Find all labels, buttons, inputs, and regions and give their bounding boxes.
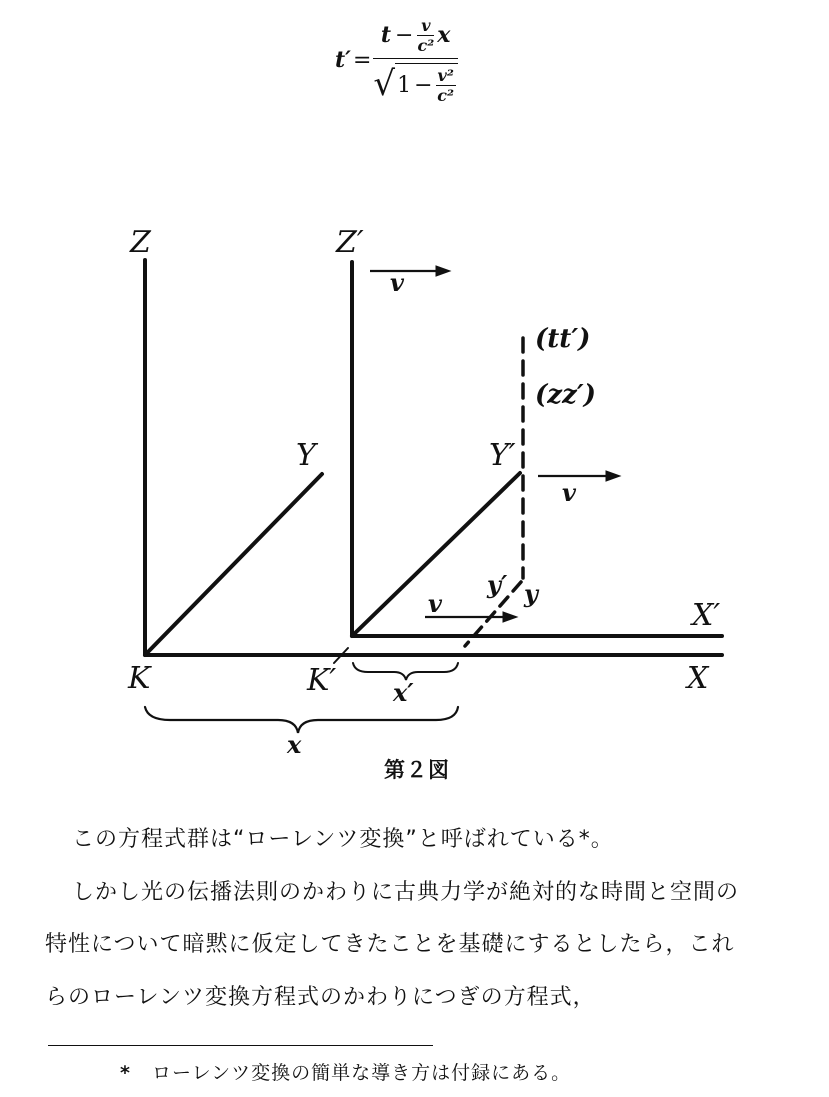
label-Zp: Z′ bbox=[336, 225, 364, 260]
sqrt-c2: c² bbox=[437, 85, 455, 105]
arrowhead-v-mid bbox=[503, 612, 517, 622]
formula-lhs: t′ bbox=[335, 47, 351, 73]
label-zz-prime: (zz′) bbox=[535, 380, 596, 410]
label-v-top: v bbox=[390, 268, 404, 297]
sqrt-sign: √ bbox=[373, 63, 396, 104]
paragraph-line-1: この方程式群は“ローレンツ変換”と呼ばれている*。 bbox=[72, 827, 614, 852]
formula-c2: c² bbox=[417, 35, 435, 55]
label-K: K bbox=[128, 661, 151, 696]
label-x-prime: x′ bbox=[393, 678, 414, 707]
label-y-prime-small: y′ bbox=[487, 570, 508, 599]
label-x: x bbox=[287, 730, 302, 759]
paragraph-line-3: 特性について暗黙に仮定してきたことを基礎にするとしたら，これ bbox=[45, 932, 735, 957]
paragraph-line-4: らのローレンツ変換方程式のかわりにつぎの方程式， bbox=[45, 985, 596, 1010]
arrowhead-v-top bbox=[436, 266, 450, 276]
sqrt-v2: v² bbox=[437, 65, 454, 85]
label-X: X bbox=[687, 661, 709, 696]
formula-minus: − bbox=[395, 22, 414, 48]
footnote-rule bbox=[48, 1045, 433, 1046]
label-Z: Z bbox=[130, 225, 151, 260]
label-Xp: X′ bbox=[692, 598, 721, 633]
sqrt-one: 1 bbox=[397, 72, 412, 98]
footnote-text: ローレンツ変換の簡単な導き方は付録にある。 bbox=[152, 1062, 572, 1084]
label-y-small: y bbox=[524, 579, 538, 608]
arrowhead-v-right bbox=[606, 471, 620, 481]
label-Y: Y bbox=[296, 438, 316, 473]
formula-v: v bbox=[417, 16, 434, 36]
sqrt-minus: − bbox=[414, 72, 433, 98]
label-tt-prime: (tt′) bbox=[535, 324, 591, 354]
formula-x: x bbox=[437, 22, 451, 48]
footnote-mark: * bbox=[120, 1062, 131, 1084]
label-v-right: v bbox=[562, 478, 576, 507]
formula-t: t bbox=[380, 22, 392, 48]
paragraph-line-2: しかし光の伝播法則のかわりに古典力学が絶対的な時間と空間の bbox=[72, 880, 740, 905]
label-Kp: K′ bbox=[307, 663, 337, 698]
axis-Y bbox=[145, 474, 322, 655]
formula-equals: = bbox=[352, 47, 372, 73]
brace-x bbox=[145, 707, 458, 733]
label-Yp: Y′ bbox=[489, 438, 516, 473]
figure-caption: 第２図 bbox=[384, 758, 450, 782]
label-v-mid: v bbox=[428, 589, 442, 618]
